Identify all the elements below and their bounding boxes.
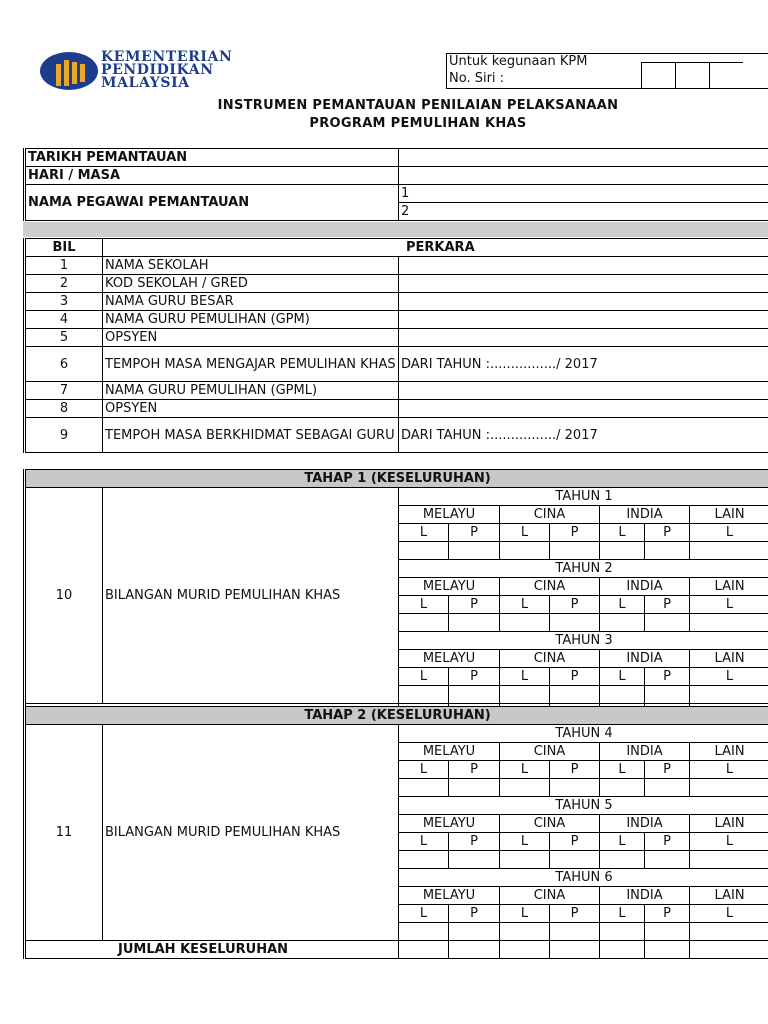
date-field[interactable] bbox=[399, 149, 768, 167]
count-cell[interactable] bbox=[449, 923, 500, 941]
officer-field-2[interactable]: 2 bbox=[399, 203, 768, 221]
row-value-field[interactable] bbox=[399, 329, 768, 347]
row-value-field[interactable] bbox=[399, 275, 768, 293]
gender-header: L bbox=[600, 761, 645, 779]
logo-wordmark bbox=[101, 51, 232, 90]
logo-line: KEMENTERIAN bbox=[101, 49, 233, 65]
gender-header: L bbox=[399, 905, 449, 923]
row-number: 3 bbox=[25, 293, 103, 311]
tahap1-section bbox=[23, 469, 768, 722]
row-value-field[interactable] bbox=[399, 257, 768, 275]
race-header: INDIA bbox=[600, 650, 690, 668]
document-title-line1: INSTRUMEN PEMANTAUAN PENILAIAN PELAKSANAAN bbox=[217, 98, 619, 113]
row-label: NAMA GURU PEMULIHAN (GPML) bbox=[103, 382, 399, 400]
document-title-line2: PROGRAM PEMULIHAN KHAS bbox=[309, 116, 527, 131]
gender-header: P bbox=[645, 524, 690, 542]
year-label: TAHUN 5 bbox=[399, 797, 768, 815]
race-header: CINA bbox=[500, 815, 600, 833]
table-row bbox=[25, 311, 768, 329]
day-time-label: HARI / MASA bbox=[25, 167, 399, 185]
bil-header: BIL bbox=[25, 239, 103, 257]
gender-header: L bbox=[500, 668, 550, 686]
gender-header: L bbox=[399, 668, 449, 686]
row-label: NAMA SEKOLAH bbox=[103, 257, 399, 275]
gender-header: P bbox=[449, 833, 500, 851]
race-header: LAIN bbox=[690, 506, 768, 524]
monitoring-details-table bbox=[23, 148, 768, 221]
table-row bbox=[25, 293, 768, 311]
row-number: 5 bbox=[25, 329, 103, 347]
kpm-use-label: Untuk kegunaan KPM bbox=[449, 54, 588, 69]
count-cell[interactable] bbox=[690, 542, 768, 560]
serial-digit-box[interactable] bbox=[709, 62, 743, 88]
serial-digit-box[interactable] bbox=[675, 62, 709, 88]
count-cell[interactable] bbox=[449, 851, 500, 869]
gender-header: P bbox=[645, 761, 690, 779]
table-row bbox=[25, 382, 768, 400]
count-cell[interactable] bbox=[600, 923, 645, 941]
gender-header: P bbox=[550, 668, 600, 686]
section-divider bbox=[23, 222, 768, 237]
count-cell[interactable] bbox=[690, 851, 768, 869]
tahap2-section bbox=[23, 706, 768, 959]
count-cell[interactable] bbox=[600, 686, 645, 704]
year-label: TAHUN 6 bbox=[399, 869, 768, 887]
item-label: BILANGAN MURID PEMULIHAN KHAS bbox=[103, 488, 399, 704]
gender-header: P bbox=[645, 668, 690, 686]
item-number: 11 bbox=[25, 725, 103, 941]
row-label: KOD SEKOLAH / GRED bbox=[103, 275, 399, 293]
gender-header: P bbox=[449, 668, 500, 686]
gender-header: L bbox=[600, 596, 645, 614]
count-cell[interactable] bbox=[449, 779, 500, 797]
serial-digit-box[interactable] bbox=[641, 62, 675, 88]
race-header: MELAYU bbox=[399, 578, 500, 596]
total-cell[interactable] bbox=[690, 941, 768, 959]
logo-line: MALAYSIA bbox=[101, 75, 190, 91]
count-cell[interactable] bbox=[550, 923, 600, 941]
count-cell[interactable] bbox=[399, 686, 449, 704]
count-cell[interactable] bbox=[399, 614, 449, 632]
gender-header: P bbox=[550, 524, 600, 542]
gender-header: P bbox=[550, 761, 600, 779]
day-time-field[interactable] bbox=[399, 167, 768, 185]
race-header: CINA bbox=[500, 650, 600, 668]
tahap-title: TAHAP 2 (KESELURUHAN) bbox=[25, 707, 768, 725]
gender-header: L bbox=[690, 905, 768, 923]
count-cell[interactable] bbox=[550, 686, 600, 704]
count-cell[interactable] bbox=[500, 923, 550, 941]
row-label: NAMA GURU BESAR bbox=[103, 293, 399, 311]
total-cell[interactable] bbox=[449, 941, 500, 959]
row-number: 8 bbox=[25, 400, 103, 418]
count-cell[interactable] bbox=[690, 686, 768, 704]
count-cell[interactable] bbox=[690, 923, 768, 941]
kpm-use-box bbox=[446, 53, 768, 89]
table-row bbox=[25, 275, 768, 293]
gender-header: P bbox=[550, 905, 600, 923]
count-cell[interactable] bbox=[449, 614, 500, 632]
gender-header: P bbox=[645, 596, 690, 614]
count-cell[interactable] bbox=[645, 542, 690, 560]
row-label: NAMA GURU PEMULIHAN (GPM) bbox=[103, 311, 399, 329]
race-header: INDIA bbox=[600, 743, 690, 761]
row-number: 1 bbox=[25, 257, 103, 275]
gender-header: L bbox=[600, 905, 645, 923]
serial-no-label: No. Siri : bbox=[449, 71, 505, 86]
item-label: BILANGAN MURID PEMULIHAN KHAS bbox=[103, 725, 399, 941]
race-header: MELAYU bbox=[399, 743, 500, 761]
count-cell[interactable] bbox=[399, 779, 449, 797]
race-header: LAIN bbox=[690, 650, 768, 668]
row-number: 6 bbox=[25, 347, 103, 382]
race-header: MELAYU bbox=[399, 815, 500, 833]
gender-header: L bbox=[600, 668, 645, 686]
gender-header: L bbox=[600, 833, 645, 851]
count-cell[interactable] bbox=[600, 614, 645, 632]
year-label: TAHUN 1 bbox=[399, 488, 768, 506]
row-label: OPSYEN bbox=[103, 329, 399, 347]
table-row bbox=[25, 418, 768, 453]
gender-header: P bbox=[449, 596, 500, 614]
student-count-table bbox=[23, 469, 768, 722]
row-number: 7 bbox=[25, 382, 103, 400]
gender-header: L bbox=[399, 833, 449, 851]
gender-header: P bbox=[449, 761, 500, 779]
count-cell[interactable] bbox=[550, 779, 600, 797]
logo-bar bbox=[56, 64, 61, 86]
gender-header: L bbox=[500, 833, 550, 851]
race-header: MELAYU bbox=[399, 887, 500, 905]
count-cell[interactable] bbox=[449, 542, 500, 560]
count-cell[interactable] bbox=[550, 614, 600, 632]
count-cell[interactable] bbox=[600, 542, 645, 560]
gender-header: L bbox=[690, 761, 768, 779]
count-cell[interactable] bbox=[449, 686, 500, 704]
row-label: OPSYEN bbox=[103, 400, 399, 418]
table-row bbox=[25, 347, 768, 382]
gender-header: P bbox=[449, 905, 500, 923]
count-cell[interactable] bbox=[600, 851, 645, 869]
total-cell[interactable] bbox=[399, 941, 449, 959]
logo-line: PENDIDIKAN bbox=[101, 62, 214, 78]
count-cell[interactable] bbox=[500, 851, 550, 869]
year-label: TAHUN 4 bbox=[399, 725, 768, 743]
gender-header: P bbox=[645, 905, 690, 923]
gender-header: L bbox=[500, 524, 550, 542]
count-cell[interactable] bbox=[690, 779, 768, 797]
table-row bbox=[25, 329, 768, 347]
row-value-field[interactable] bbox=[399, 311, 768, 329]
count-cell[interactable] bbox=[645, 614, 690, 632]
row-number: 9 bbox=[25, 418, 103, 453]
row-value-field[interactable]: DARI TAHUN :................/ 2017 bbox=[399, 347, 768, 382]
year-label: TAHUN 3 bbox=[399, 632, 768, 650]
count-cell[interactable] bbox=[645, 686, 690, 704]
row-label: TEMPOH MASA BERKHIDMAT SEBAGAI GURU bbox=[103, 418, 399, 453]
gender-header: L bbox=[399, 596, 449, 614]
total-label: JUMLAH KESELURUHAN bbox=[25, 941, 399, 959]
count-cell[interactable] bbox=[550, 851, 600, 869]
item-number: 10 bbox=[25, 488, 103, 704]
row-label: TEMPOH MASA MENGAJAR PEMULIHAN KHAS bbox=[103, 347, 399, 382]
logo-bar bbox=[64, 60, 69, 86]
gender-header: L bbox=[600, 524, 645, 542]
row-number: 2 bbox=[25, 275, 103, 293]
gender-header: P bbox=[449, 524, 500, 542]
race-header: LAIN bbox=[690, 578, 768, 596]
student-count-table bbox=[23, 706, 768, 959]
school-info-table bbox=[23, 238, 768, 453]
race-header: INDIA bbox=[600, 887, 690, 905]
gender-header: L bbox=[399, 761, 449, 779]
date-label: TARIKH PEMANTAUAN bbox=[25, 149, 399, 167]
race-header: MELAYU bbox=[399, 650, 500, 668]
race-header: CINA bbox=[500, 887, 600, 905]
count-cell[interactable] bbox=[399, 542, 449, 560]
count-cell[interactable] bbox=[500, 686, 550, 704]
gender-header: L bbox=[690, 524, 768, 542]
count-cell[interactable] bbox=[645, 779, 690, 797]
year-label: TAHUN 2 bbox=[399, 560, 768, 578]
row-value-field[interactable] bbox=[399, 293, 768, 311]
perkara-header: PERKARA bbox=[103, 239, 768, 257]
logo-bar bbox=[80, 64, 85, 82]
gender-header: L bbox=[690, 833, 768, 851]
race-header: CINA bbox=[500, 506, 600, 524]
tahap-title: TAHAP 1 (KESELURUHAN) bbox=[25, 470, 768, 488]
race-header: LAIN bbox=[690, 887, 768, 905]
count-cell[interactable] bbox=[399, 923, 449, 941]
count-cell[interactable] bbox=[399, 851, 449, 869]
race-header: CINA bbox=[500, 743, 600, 761]
count-cell[interactable] bbox=[500, 779, 550, 797]
total-cell[interactable] bbox=[500, 941, 550, 959]
race-header: MELAYU bbox=[399, 506, 500, 524]
logo-bar bbox=[72, 62, 77, 84]
gender-header: L bbox=[500, 596, 550, 614]
row-value-field[interactable] bbox=[399, 382, 768, 400]
gender-header: L bbox=[690, 668, 768, 686]
race-header: INDIA bbox=[600, 578, 690, 596]
race-header: LAIN bbox=[690, 815, 768, 833]
officer-label: NAMA PEGAWAI PEMANTAUAN bbox=[25, 185, 399, 221]
race-header: LAIN bbox=[690, 743, 768, 761]
count-cell[interactable] bbox=[600, 779, 645, 797]
race-header: INDIA bbox=[600, 815, 690, 833]
count-cell[interactable] bbox=[500, 542, 550, 560]
gender-header: L bbox=[399, 524, 449, 542]
race-header: CINA bbox=[500, 578, 600, 596]
count-cell[interactable] bbox=[690, 614, 768, 632]
gender-header: L bbox=[500, 761, 550, 779]
ministry-logo bbox=[40, 52, 98, 90]
officer-field-1[interactable]: 1 bbox=[399, 185, 768, 203]
row-value-field[interactable] bbox=[399, 400, 768, 418]
row-number: 4 bbox=[25, 311, 103, 329]
total-cell[interactable] bbox=[550, 941, 600, 959]
table-row bbox=[25, 400, 768, 418]
count-cell[interactable] bbox=[500, 614, 550, 632]
count-cell[interactable] bbox=[550, 542, 600, 560]
total-cell[interactable] bbox=[645, 941, 690, 959]
table-row bbox=[25, 257, 768, 275]
count-cell[interactable] bbox=[645, 923, 690, 941]
count-cell[interactable] bbox=[645, 851, 690, 869]
gender-header: L bbox=[500, 905, 550, 923]
gender-header: P bbox=[550, 833, 600, 851]
gender-header: L bbox=[690, 596, 768, 614]
gender-header: P bbox=[645, 833, 690, 851]
total-cell[interactable] bbox=[600, 941, 645, 959]
race-header: INDIA bbox=[600, 506, 690, 524]
row-value-field[interactable]: DARI TAHUN :................/ 2017 bbox=[399, 418, 768, 453]
gender-header: P bbox=[550, 596, 600, 614]
